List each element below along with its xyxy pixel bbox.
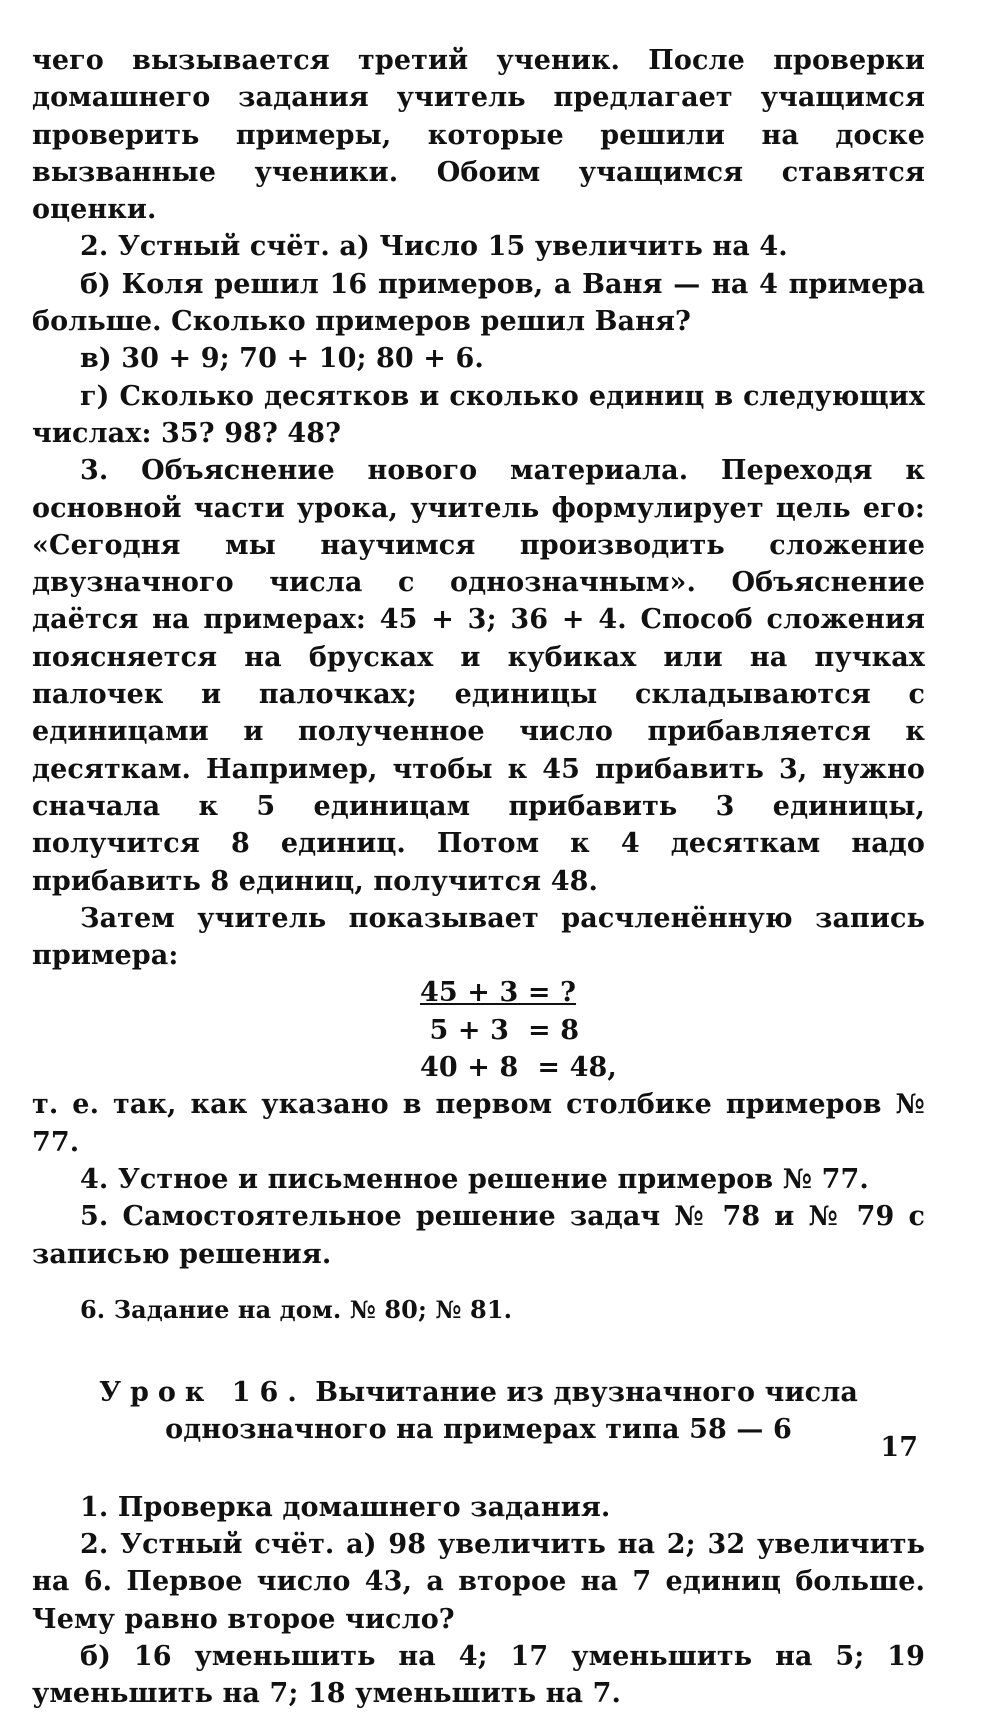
paragraph-oral-written: 4. Устное и письменное решение примеров № 77. bbox=[80, 1163, 869, 1195]
lesson-homework-check: 1. Проверка домашнего задания. bbox=[80, 1491, 611, 1523]
math-line-problem: 45 + 3 = ? bbox=[420, 977, 577, 1009]
independent-text: № 78 и № 79 с записью решения. bbox=[32, 1201, 925, 1270]
new-material-text: Переходя к основной части урока, учитель формулирует цель его: «Сегодня мы научимся производить сложение двузначного числа с однозначным». Объяснение даётся на примерах: 45 + 3; 36 + 4. Способ сложения поясняется на брусках и кубиках или на пучках палочек и палочках; единицы складываются с единицами и полученное число прибавляется к десяткам. Например, чтобы к 45 прибавить 3, нужно сначала к 5 единицам прибавить 3 единицы, получится 8 единиц. Потом к 4 десяткам надо прибавить 8 единиц, получится 48. bbox=[32, 455, 925, 897]
lesson-title bbox=[32, 1374, 925, 1449]
lesson-title-line1: Вычитание из двузначного числа bbox=[305, 1377, 858, 1409]
lesson-oral-count-text: а) 98 увеличить на 2; 32 увеличить на 6. Первое число 43, а второе на 7 единиц больше. Чему равно второе число? bbox=[32, 1528, 926, 1635]
decomposed-example bbox=[420, 974, 720, 1086]
independent-heading: 5. Самостоятельное решение задач bbox=[80, 1201, 661, 1233]
paragraph-homework: 6. Задание на дом. № 80; № 81. bbox=[80, 1294, 513, 1324]
lesson-oral-count-heading: 2. Устный счёт. bbox=[80, 1528, 335, 1560]
page-number: 17 bbox=[880, 1432, 918, 1463]
math-line-units: 5 + 3 = 8 bbox=[420, 1014, 580, 1046]
lesson-number: Урок 16. bbox=[99, 1377, 306, 1409]
paragraph-task-v: в) 30 + 9; 70 + 10; 80 + 6. bbox=[80, 343, 484, 375]
paragraph-task-g: г) Сколько десятков и сколько единиц в следующих числах: 35? 98? 48? bbox=[32, 380, 925, 449]
lesson-oral-count bbox=[32, 1526, 925, 1638]
new-material-heading: 3. Объяснение нового материала. bbox=[80, 455, 689, 487]
lesson-title-line2: однозначного на примерах типа 58 — 6 bbox=[165, 1414, 792, 1446]
paragraph-column-reference: т. е. так, как указано в первом столбике примеров № 77. bbox=[32, 1089, 925, 1158]
paragraph-homework-check-end: чего вызывается третий ученик. После проверки домашнего задания учитель предлагает учащимся проверить примеры, которые решили на доске вызванные ученики. Обоим учащимся ставятся оценки. bbox=[32, 45, 925, 226]
math-line-result: 40 + 8 = 48, bbox=[420, 1052, 617, 1084]
lesson-task-b: б) 16 уменьшить на 4; 17 уменьшить на 5; 19 уменьшить на 7; 18 уменьшить на 7. bbox=[32, 1640, 925, 1710]
page-body bbox=[32, 42, 925, 1712]
paragraph-independent bbox=[32, 1198, 925, 1273]
paragraph-task-b: б) Коля решил 16 примеров, а Ваня — на 4 примера больше. Сколько примеров решил Ваня? bbox=[32, 268, 925, 338]
oral-count-heading: 2. Устный счёт. bbox=[80, 231, 330, 263]
paragraph-decomposed-intro: Затем учитель показывает расчленённую запись примера: bbox=[32, 902, 925, 972]
paragraph-oral-count bbox=[32, 228, 925, 265]
oral-count-task-a: а) Число 15 увеличить на 4. bbox=[329, 231, 788, 263]
paragraph-new-material bbox=[32, 452, 925, 900]
